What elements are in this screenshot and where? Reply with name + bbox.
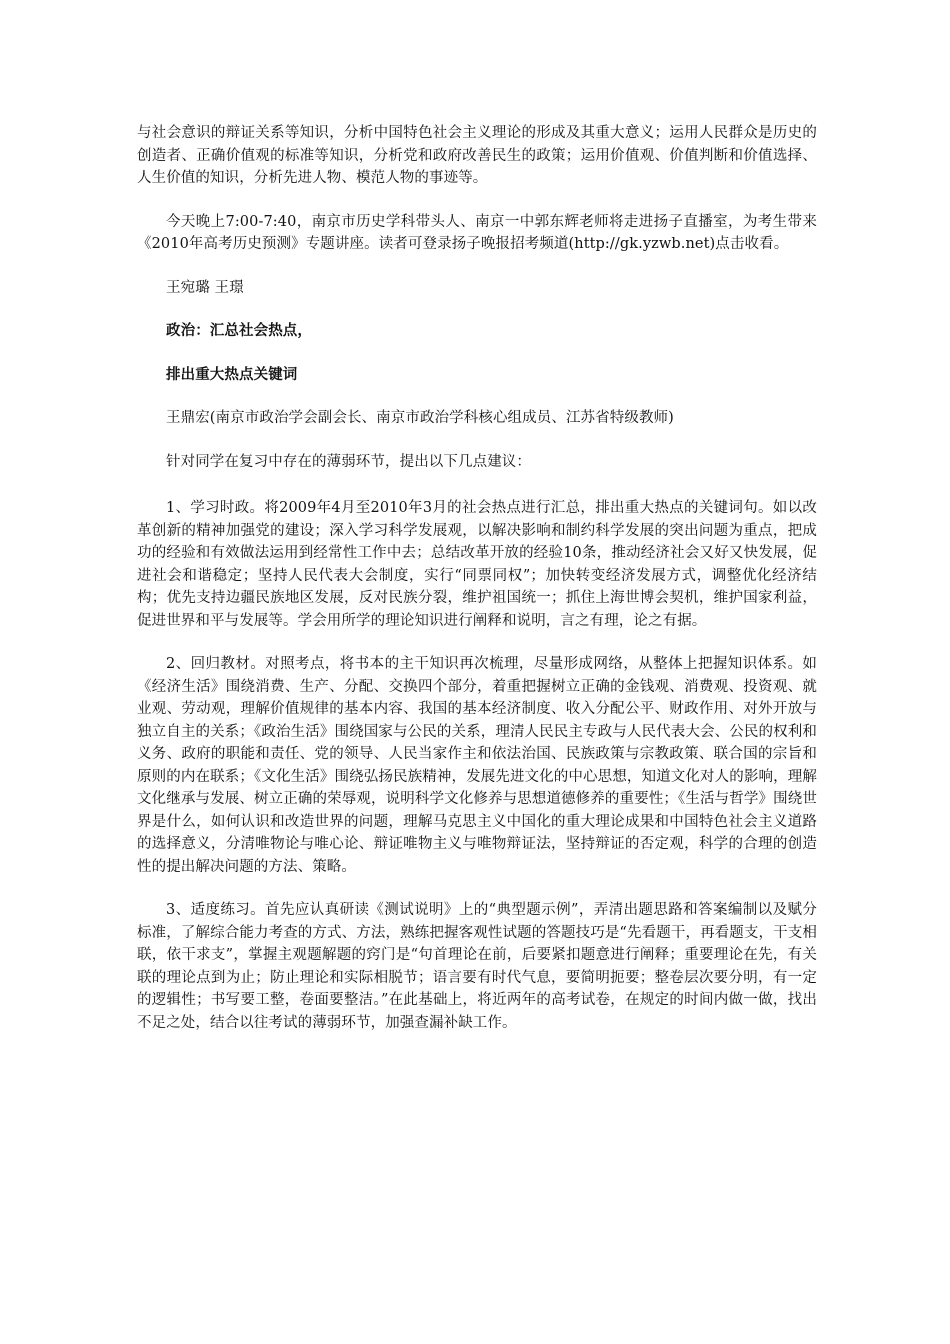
suggestion-2-paragraph: 2、回归教材。对照考点，将书本的主干知识再次梳理，尽量形成网络，从整体上把握知识体系。如《经济生活》围绕消费、生产、分配、交换四个部分，着重把握树立正确的金钱观、消费观、投资观、就业观、劳动观，理解价值规律的基本内容、我国的基本经济制度、收入分配公平、财政作用、对外开放与独立自主的关系；《政治生活》围绕国家与公民的关系，理清人民民主专政与人民代表大会、公民的权利和义务、政府的职能和责任、党的领导、人民当家作主和依法治国、民族政策与宗教政策、联合国的宗旨和原则的内在联系；《文化生活》围绕弘扬民族精神，发展先进文化的中心思想，知道文化对人的影响，理解文化继承与发展、树立正确的荣辱观，说明科学文化修养与思想道德修养的重要性；《生活与哲学》围绕世界是什么，如何认识和改造世界的问题，理解马克思主义中国化的重大理论成果和中国特色社会主义道路的选择意义，分清唯物论与唯心论、辩证唯物主义与唯物辩证法，坚持辩证的否定观，科学的合理的创造性的提出解决问题的方法、策略。: [137, 656, 817, 875]
section-subheading: 排出重大热点关键词: [166, 365, 298, 383]
intro-paragraph: 针对同学在复习中存在的薄弱环节，提出以下几点建议：: [166, 453, 531, 470]
suggestion-3-paragraph: 3、适度练习。首先应认真研读《测试说明》上的“典型题示例”，弄清出题思路和答案编制以及赋分标准，了解综合能力考查的方式、方法，熟练把握客观性试题的答题技巧是“先看题干，再看题支，干支相联，依干求支”，掌握主观题解题的窍门是“句首理论在前，后要紧扣题意进行阐释；重要理论在先，有关联的理论点到为止；防止理论和实际相脱节；语言要有时代气息，要简明扼要；整卷层次要分明，有一定的逻辑性；书写要工整，卷面要整洁。”在此基础上，将近两年的高考试卷，在规定的时间内做一做，找出不足之处，结合以往考试的薄弱环节，加强查漏补缺工作。: [137, 902, 817, 1031]
article-body: [137, 122, 817, 1034]
paragraph-continuation: 与社会意识的辩证关系等知识，分析中国特色社会主义理论的形成及其重大意义；运用人民群众是历史的创造者、正确价值观的标准等知识，分析党和政府改善民生的政策；运用价值观、价值判断和价值选择、人生价值的知识，分析先进人物、模范人物的事迹等。: [137, 125, 817, 186]
byline-authors: 王宛璐 王璟: [166, 279, 244, 296]
expert-byline: 王鼎宏(南京市政治学会副会长、南京市政治学科核心组成员、江苏省特级教师): [166, 410, 674, 426]
paragraph-lecture-notice: 今天晚上7:00-7:40，南京市历史学科带头人、南京一中郭东辉老师将走进扬子直播室，为考生带来《2010年高考历史预测》专题讲座。读者可登录扬子晚报招考频道(http://gk.yzwb.net)点击收看。: [137, 213, 817, 252]
section-heading-politics: 政治：汇总社会热点，: [166, 322, 312, 339]
suggestion-1-paragraph: 1、学习时政。将2009年4月至2010年3月的社会热点进行汇总，排出重大热点的关键词句。如以改革创新的精神加强党的建设；深入学习科学发展观，以解决影响和制约科学发展的突出问题为重点，把成功的经验和有效做法运用到经常性工作中去；总结改革开放的经验10条，推动经济社会又好又快发展，促进社会和谐稳定；坚持人民代表大会制度，实行“同票同权”；加快转变经济发展方式，调整优化经济结构；优先支持边疆民族地区发展，反对民族分裂，维护祖国统一；抓住上海世博会契机，维护国家利益，促进世界和平与发展等。学会用所学的理论知识进行阐释和说明，言之有理，论之有据。: [137, 500, 817, 629]
